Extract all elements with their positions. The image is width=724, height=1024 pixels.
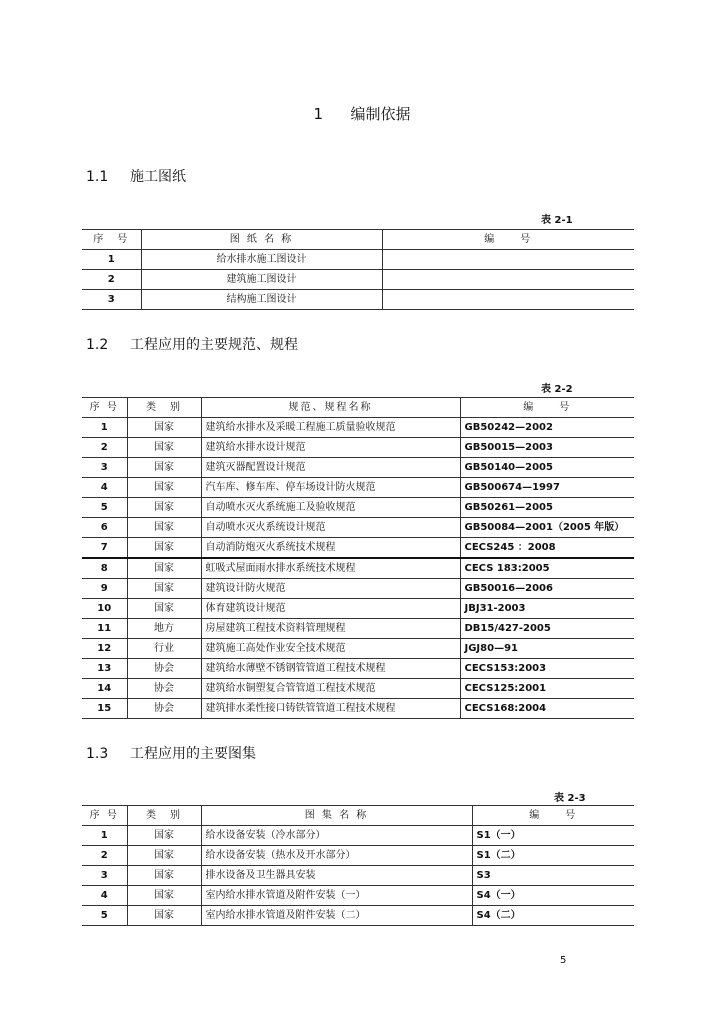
column-header: 图 集 名 称 bbox=[201, 806, 472, 826]
table-2-2 bbox=[82, 397, 634, 719]
table-cell: 7 bbox=[82, 538, 127, 559]
table-cell: S1（一） bbox=[472, 826, 634, 846]
table-2-3-caption: 表 2-3 bbox=[554, 793, 586, 804]
table-cell: 国家 bbox=[127, 846, 201, 866]
table-row bbox=[82, 866, 634, 886]
table-cell: S4（一） bbox=[472, 886, 634, 906]
table-cell bbox=[382, 250, 634, 270]
table-header-row bbox=[82, 806, 634, 826]
section-title: 施工图纸 bbox=[130, 169, 186, 185]
table-cell: 地方 bbox=[127, 619, 201, 639]
table-row bbox=[82, 599, 634, 619]
table-cell: 国家 bbox=[127, 579, 201, 599]
table-row bbox=[82, 478, 634, 498]
table-cell: 1 bbox=[82, 826, 127, 846]
table-cell: 国家 bbox=[127, 498, 201, 518]
table-cell: JGJ80—91 bbox=[460, 639, 634, 659]
table-cell: CECS245 ：2008 bbox=[460, 538, 634, 559]
table-cell: 国家 bbox=[127, 518, 201, 538]
table-cell: 汽车库、修车库、停车场设计防火规范 bbox=[201, 478, 460, 498]
table-cell: 行业 bbox=[127, 639, 201, 659]
section-number: 1.2 bbox=[86, 337, 109, 353]
column-header: 规范、规程名称 bbox=[201, 398, 460, 418]
section-1-1-heading bbox=[86, 166, 186, 186]
table-row bbox=[82, 498, 634, 518]
table-row bbox=[82, 619, 634, 639]
table-cell bbox=[382, 290, 634, 310]
table-cell: 国家 bbox=[127, 558, 201, 579]
column-header: 类 别 bbox=[127, 806, 201, 826]
table-cell: 4 bbox=[82, 886, 127, 906]
table-cell: 排水设备及卫生器具安装 bbox=[201, 866, 472, 886]
column-header: 序 号 bbox=[82, 230, 141, 250]
table-row bbox=[82, 699, 634, 719]
table-cell: 室内给水排水管道及附件安装（二） bbox=[201, 906, 472, 926]
table-cell: 12 bbox=[82, 639, 127, 659]
table-cell: 国家 bbox=[127, 478, 201, 498]
table-cell: 10 bbox=[82, 599, 127, 619]
column-header: 类 别 bbox=[127, 398, 201, 418]
table-cell: 国家 bbox=[127, 906, 201, 926]
section-number: 1.1 bbox=[86, 169, 109, 185]
table-cell: 国家 bbox=[127, 599, 201, 619]
table-cell: 2 bbox=[82, 846, 127, 866]
table-cell: GB50242—2002 bbox=[460, 418, 634, 438]
table-cell: CECS153:2003 bbox=[460, 659, 634, 679]
table-cell: 11 bbox=[82, 619, 127, 639]
table-cell: 4 bbox=[82, 478, 127, 498]
chapter-title: 编制依据 bbox=[350, 105, 411, 123]
table-row bbox=[82, 846, 634, 866]
section-title: 工程应用的主要图集 bbox=[130, 746, 256, 762]
table-cell: GB50015—2003 bbox=[460, 438, 634, 458]
table-cell: 5 bbox=[82, 498, 127, 518]
table-cell: 结构施工图设计 bbox=[141, 290, 382, 310]
column-header: 编 号 bbox=[472, 806, 634, 826]
table-row bbox=[82, 418, 634, 438]
table-header-row bbox=[82, 398, 634, 418]
table-cell: 6 bbox=[82, 518, 127, 538]
column-header: 图 纸 名 称 bbox=[141, 230, 382, 250]
table-cell: 2 bbox=[82, 438, 127, 458]
table-cell: 1 bbox=[82, 250, 141, 270]
table-cell: GB500674—1997 bbox=[460, 478, 634, 498]
table-cell: 房屋建筑工程技术资料管理规程 bbox=[201, 619, 460, 639]
table-cell: GB50261—2005 bbox=[460, 498, 634, 518]
column-header: 编 号 bbox=[460, 398, 634, 418]
table-cell: CECS125:2001 bbox=[460, 679, 634, 699]
table-cell: 自动喷水灭火系统施工及验收规范 bbox=[201, 498, 460, 518]
table-row bbox=[82, 826, 634, 846]
table-row bbox=[82, 438, 634, 458]
table-cell: 国家 bbox=[127, 438, 201, 458]
table-cell: CECS168:2004 bbox=[460, 699, 634, 719]
table-cell: 建筑排水柔性接口铸铁管管道工程技术规程 bbox=[201, 699, 460, 719]
table-row bbox=[82, 290, 634, 310]
table-cell: 国家 bbox=[127, 458, 201, 478]
table-cell: 虹吸式屋面雨水排水系统技术规程 bbox=[201, 558, 460, 579]
table-cell: 给水设备安装（冷水部分） bbox=[201, 826, 472, 846]
table-cell: 14 bbox=[82, 679, 127, 699]
table-cell: 3 bbox=[82, 458, 127, 478]
table-cell: 自动消防炮灭火系统技术规程 bbox=[201, 538, 460, 559]
table-cell: 15 bbox=[82, 699, 127, 719]
chapter-heading bbox=[0, 103, 724, 124]
table-cell: 建筑施工图设计 bbox=[141, 270, 382, 290]
table-row bbox=[82, 558, 634, 579]
section-1-2-heading bbox=[86, 334, 298, 354]
table-cell: S4（二） bbox=[472, 906, 634, 926]
table-row bbox=[82, 518, 634, 538]
table-2-2-caption: 表 2-2 bbox=[541, 384, 573, 395]
section-number: 1.3 bbox=[86, 746, 109, 762]
table-2-1 bbox=[82, 229, 634, 310]
table-cell: 协会 bbox=[127, 699, 201, 719]
table-row bbox=[82, 579, 634, 599]
column-header: 编 号 bbox=[382, 230, 634, 250]
table-2-1-caption: 表 2-1 bbox=[541, 215, 573, 226]
table-cell: 3 bbox=[82, 866, 127, 886]
table-cell: 国家 bbox=[127, 886, 201, 906]
section-title: 工程应用的主要规范、规程 bbox=[130, 337, 298, 353]
table-row bbox=[82, 538, 634, 559]
table-cell: GB50084—2001（2005 年版） bbox=[460, 518, 634, 538]
table-cell: GB50140—2005 bbox=[460, 458, 634, 478]
table-2-3 bbox=[82, 805, 634, 926]
table-row bbox=[82, 250, 634, 270]
table-cell: 给水设备安装（热水及开水部分） bbox=[201, 846, 472, 866]
section-1-3-heading bbox=[86, 743, 256, 763]
table-cell: 1 bbox=[82, 418, 127, 438]
table-cell: S1（二） bbox=[472, 846, 634, 866]
table-cell: S3 bbox=[472, 866, 634, 886]
table-row bbox=[82, 679, 634, 699]
table-cell: 13 bbox=[82, 659, 127, 679]
table-cell bbox=[382, 270, 634, 290]
table-cell: 协会 bbox=[127, 679, 201, 699]
table-cell: 8 bbox=[82, 558, 127, 579]
table-cell: 建筑给水铜塑复合管管道工程技术规范 bbox=[201, 679, 460, 699]
chapter-number: 1 bbox=[313, 105, 323, 123]
table-cell: 5 bbox=[82, 906, 127, 926]
table-cell: 建筑给水薄壁不锈钢管管道工程技术规程 bbox=[201, 659, 460, 679]
table-cell: 国家 bbox=[127, 418, 201, 438]
page-number: 5 bbox=[560, 955, 567, 966]
table-cell: 给水排水施工图设计 bbox=[141, 250, 382, 270]
table-cell: 室内给水排水管道及附件安装（一） bbox=[201, 886, 472, 906]
table-cell: 建筑灭器配置设计规范 bbox=[201, 458, 460, 478]
table-cell: 国家 bbox=[127, 866, 201, 886]
table-cell: GB50016—2006 bbox=[460, 579, 634, 599]
table-cell: 自动喷水灭火系统设计规范 bbox=[201, 518, 460, 538]
column-header: 序 号 bbox=[82, 398, 127, 418]
table-row bbox=[82, 639, 634, 659]
table-cell: 建筑设计防火规范 bbox=[201, 579, 460, 599]
table-cell: 3 bbox=[82, 290, 141, 310]
table-row bbox=[82, 458, 634, 478]
table-cell: 体育建筑设计规范 bbox=[201, 599, 460, 619]
table-cell: 建筑施工高处作业安全技术规范 bbox=[201, 639, 460, 659]
table-row bbox=[82, 906, 634, 926]
table-cell: 协会 bbox=[127, 659, 201, 679]
table-cell: CECS 183:2005 bbox=[460, 558, 634, 579]
table-row bbox=[82, 659, 634, 679]
table-cell: DB15/427-2005 bbox=[460, 619, 634, 639]
table-cell: 国家 bbox=[127, 826, 201, 846]
table-cell: 9 bbox=[82, 579, 127, 599]
table-cell: 国家 bbox=[127, 538, 201, 559]
table-row bbox=[82, 886, 634, 906]
table-cell: 2 bbox=[82, 270, 141, 290]
table-row bbox=[82, 270, 634, 290]
column-header: 序 号 bbox=[82, 806, 127, 826]
table-cell: JBJ31-2003 bbox=[460, 599, 634, 619]
table-cell: 建筑给水排水及采暖工程施工质量验收规范 bbox=[201, 418, 460, 438]
table-header-row bbox=[82, 230, 634, 250]
table-cell: 建筑给水排水设计规范 bbox=[201, 438, 460, 458]
